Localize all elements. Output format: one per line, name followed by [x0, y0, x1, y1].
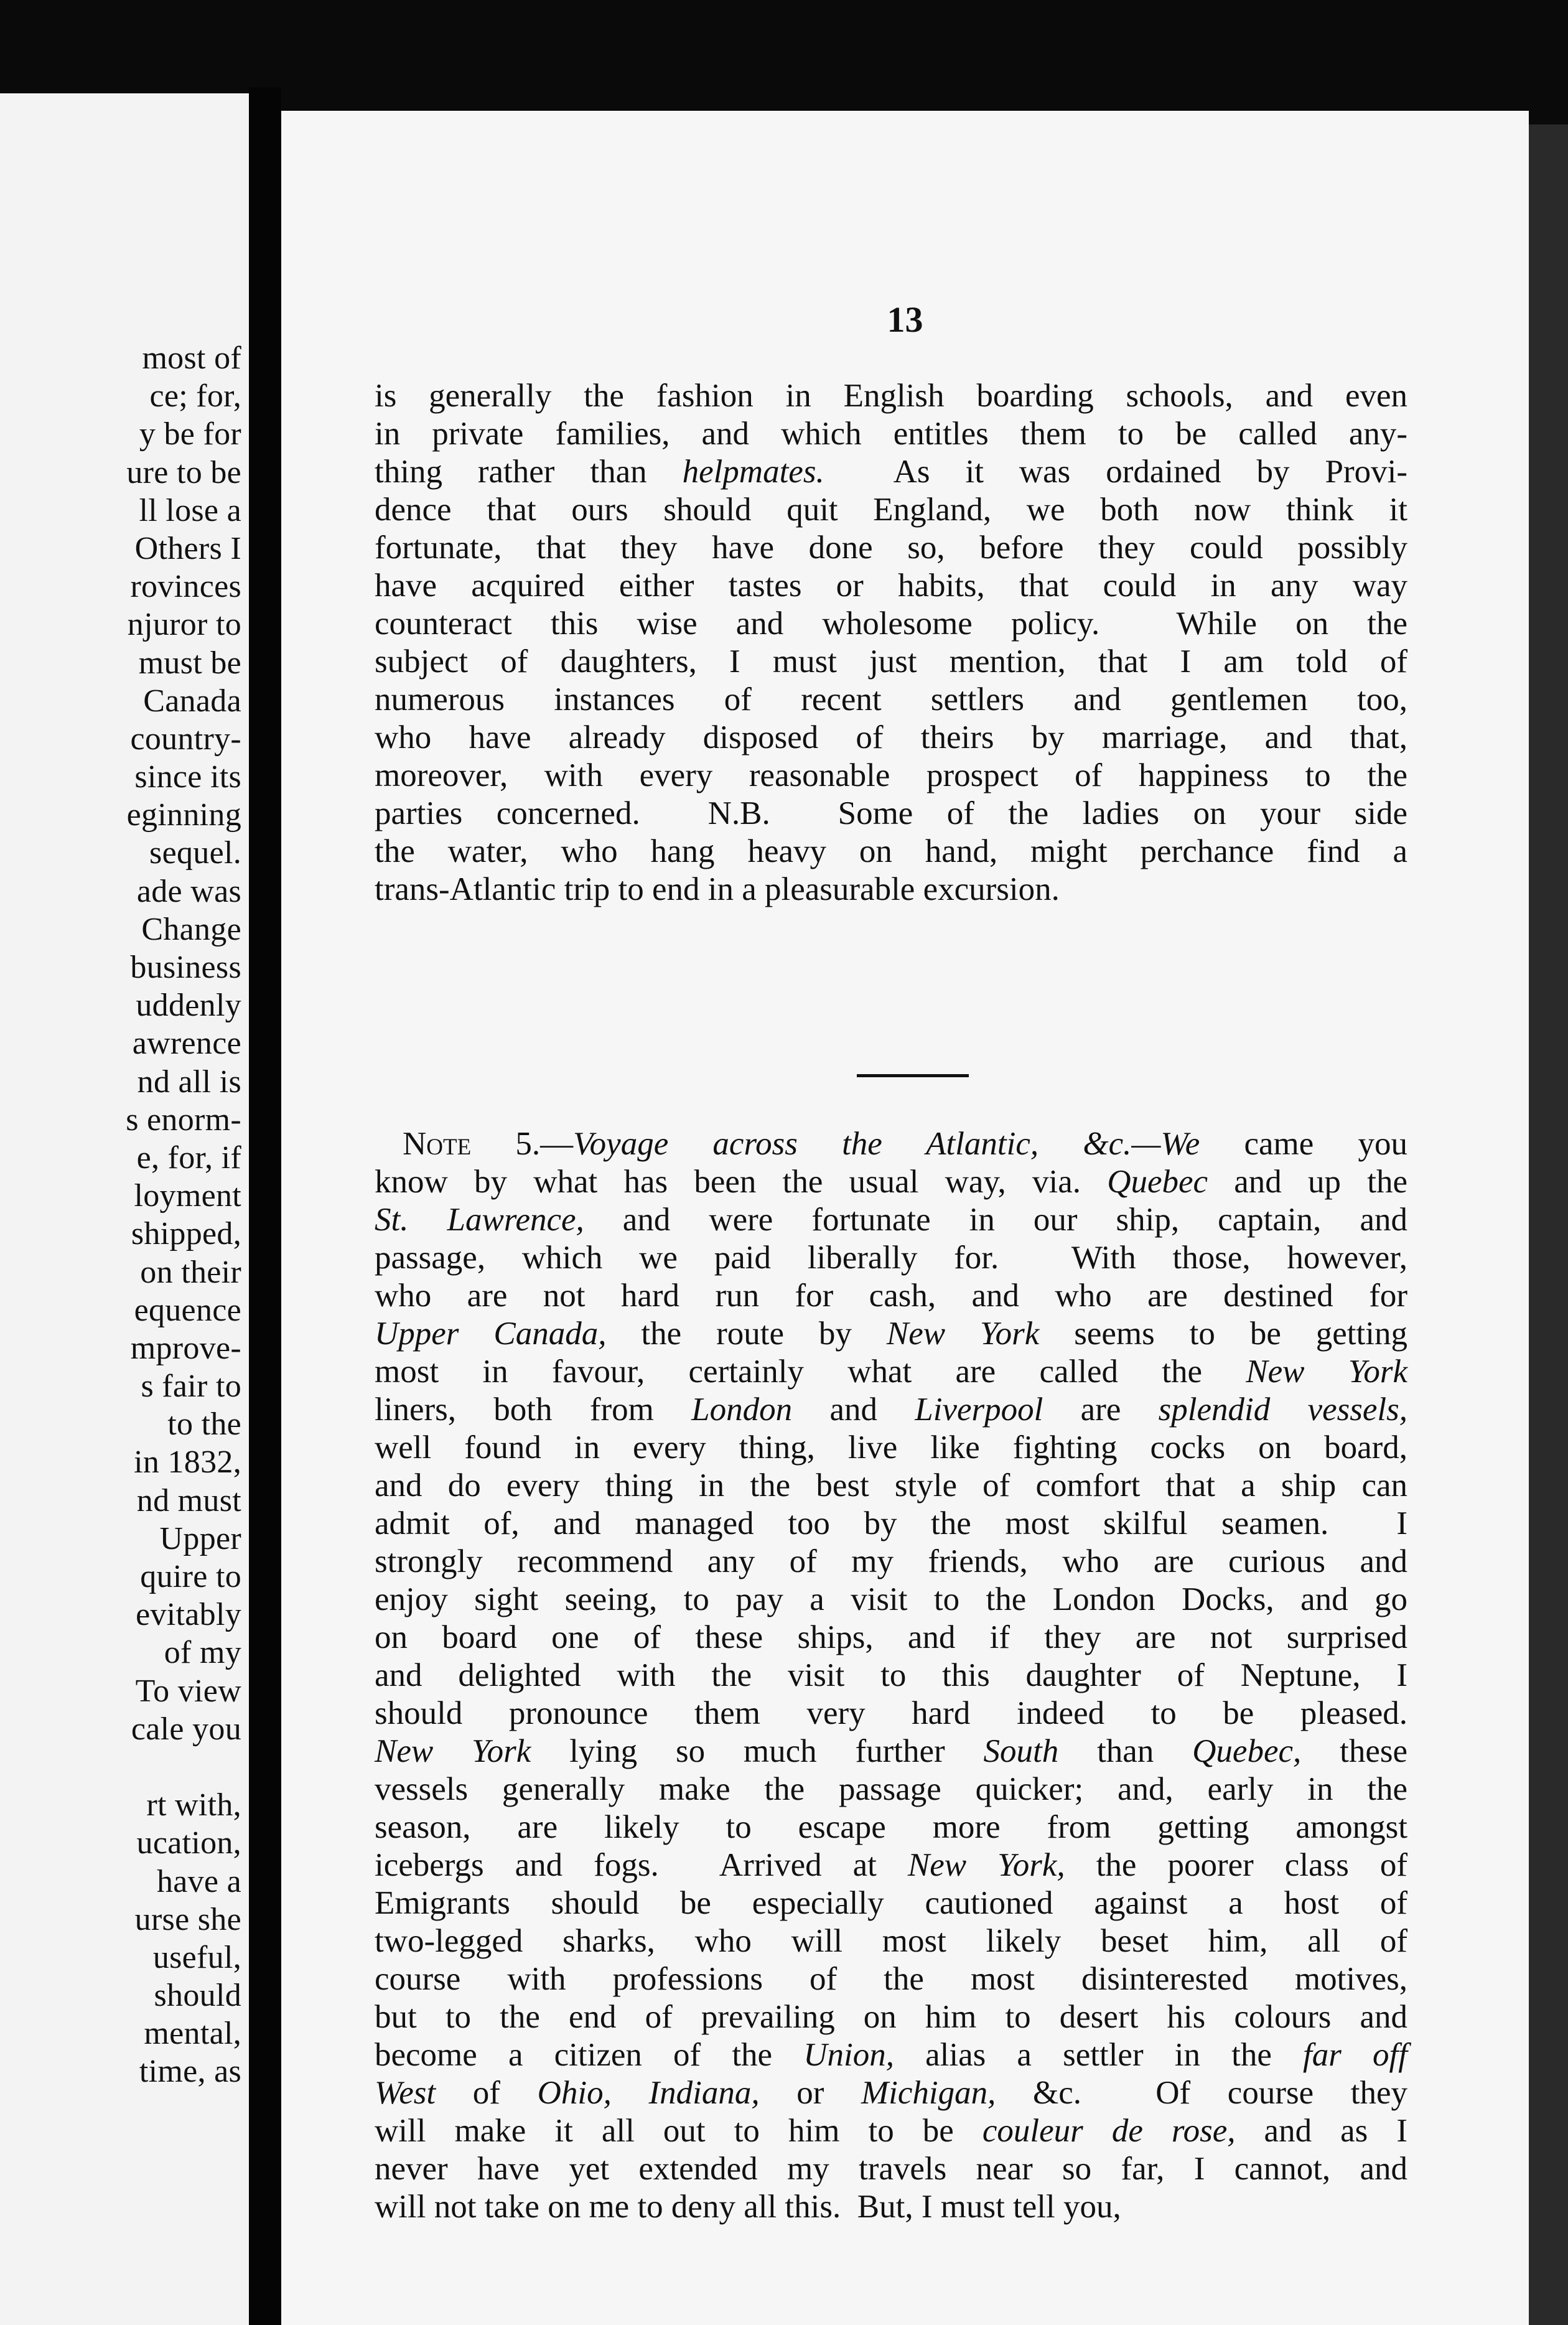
text-line: [375, 2188, 1407, 2226]
left-page-line: of my: [164, 1635, 241, 1671]
left-page-line: [0, 1748, 241, 1786]
left-page-line: urse she: [134, 1901, 241, 1937]
italic-segment: Quebec,: [1192, 1733, 1302, 1769]
text-line: [375, 2036, 1407, 2074]
text-line: [375, 1543, 1407, 1581]
text-segment: should pronounce them very hard indeed to be pleased.: [375, 1695, 1407, 1731]
left-page-line: in 1832,: [134, 1444, 241, 1481]
italic-segment: New York: [1246, 1354, 1407, 1390]
text-line: [375, 1619, 1407, 1657]
text-line: [375, 1695, 1407, 1733]
text-line: [375, 1467, 1407, 1505]
text-segment: As it was ordained by Provi-: [824, 454, 1407, 490]
text-line: [375, 1960, 1407, 1998]
left-page-text: [0, 339, 241, 2091]
text-segment: parties concerned. N.B. Some of the ladies on your side: [375, 795, 1407, 831]
text-segment: and up the: [1208, 1164, 1407, 1200]
text-segment: than: [1058, 1733, 1193, 1769]
left-page-line: s enorm-: [126, 1102, 241, 1138]
left-page-line: sequel.: [149, 835, 241, 871]
left-page-line: cale you: [131, 1711, 241, 1747]
left-page-line: loyment: [134, 1178, 241, 1214]
text-line: [375, 377, 1407, 415]
text-line: [375, 453, 1407, 491]
text-segment: the route by: [606, 1316, 887, 1352]
left-page-line: e, for, if: [136, 1139, 241, 1176]
text-segment: who have already disposed of theirs by marriage, and that,: [375, 719, 1407, 756]
text-segment: strongly recommend any of my friends, who are curious and: [375, 1543, 1407, 1579]
italic-segment: South: [983, 1733, 1059, 1769]
left-page-line: have a: [156, 1863, 241, 1899]
text-line: [375, 2150, 1407, 2188]
text-line: [375, 1201, 1407, 1239]
left-page-line: must be: [138, 645, 241, 681]
text-line: [375, 1125, 1407, 1163]
text-line: [375, 605, 1407, 643]
text-line: [375, 681, 1407, 719]
text-segment: counteract this wise and wholesome policy. While on the: [375, 606, 1407, 642]
text-segment: icebergs and fogs. Arrived at: [375, 1847, 908, 1883]
text-line: [375, 1429, 1407, 1467]
left-page-line: rovinces: [130, 569, 241, 605]
text-line: [375, 1163, 1407, 1201]
text-line: [375, 1998, 1407, 2036]
text-segment: passage, which we paid liberally for. With those, however,: [375, 1240, 1407, 1276]
italic-segment: Quebec: [1107, 1164, 1208, 1200]
book-gutter: [249, 87, 281, 2325]
italic-segment: Upper Canada,: [375, 1316, 607, 1352]
left-page-line: y be for: [139, 416, 241, 452]
left-page-line: should: [154, 1978, 241, 2014]
text-segment: enjoy sight seeing, to pay a visit to the London Docks, and go: [375, 1581, 1407, 1617]
text-segment: course with professions of the most disinterested motives,: [375, 1961, 1407, 1997]
text-line: [375, 1846, 1407, 1884]
text-line: [375, 1884, 1407, 1922]
text-segment: become a citizen of the: [375, 2037, 804, 2073]
italic-segment: New York: [886, 1316, 1040, 1352]
text-segment: are: [1043, 1392, 1159, 1428]
text-segment: moreover, with every reasonable prospect of happiness to the: [375, 757, 1407, 793]
text-line: [375, 1771, 1407, 1808]
left-page-line: njuror to: [127, 607, 241, 643]
italic-segment: New York: [375, 1733, 531, 1769]
text-segment: &c. Of course they: [996, 2075, 1408, 2111]
text-segment: who are not hard run for cash, and who are destined for: [375, 1278, 1407, 1314]
left-page-line: business: [130, 950, 241, 985]
small-caps-segment: Note: [403, 1126, 472, 1162]
text-segment: fortunate, that they have done so, before they could possibly: [375, 530, 1407, 566]
text-segment: alias a settler in the: [894, 2037, 1304, 2073]
text-line: [375, 1391, 1407, 1429]
text-line: [375, 833, 1407, 871]
left-page-line: mprove-: [130, 1330, 241, 1366]
text-segment: the poorer class of: [1065, 1847, 1408, 1883]
text-segment: Emigrants should be especially cautioned against a host of: [375, 1885, 1407, 1921]
italic-segment: couleur de rose,: [982, 2113, 1236, 2149]
italic-segment: Voyage across the Atlantic, &c.—We: [573, 1126, 1200, 1162]
italic-segment: Liverpool: [915, 1392, 1043, 1428]
left-page-line: nd all is: [137, 1064, 241, 1100]
text-segment: two-legged sharks, who will most likely beset him, all of: [375, 1923, 1407, 1959]
left-page-line: time, as: [139, 2054, 241, 2090]
text-segment: is generally the fashion in English boarding schools, and even: [375, 378, 1407, 414]
text-line: [375, 1239, 1407, 1277]
text-line: [375, 2074, 1407, 2112]
left-page-line: equence: [134, 1292, 241, 1328]
left-page-line: country-: [130, 721, 241, 757]
text-line: [375, 491, 1407, 529]
page-edge-shadow: [1529, 124, 1568, 2325]
text-line: [375, 719, 1407, 757]
left-page-line: ll lose a: [139, 492, 241, 528]
left-page-line: Others I: [134, 530, 241, 566]
left-page-line: ucation,: [136, 1825, 241, 1861]
text-line: [375, 757, 1407, 795]
text-segment: subject of daughters, I must just mention, that I am told of: [375, 643, 1407, 680]
left-page-line: ure to be: [126, 454, 241, 490]
right-page: [281, 111, 1529, 2325]
text-segment: have acquired either tastes or habits, that could in any way: [375, 568, 1407, 604]
text-segment: never have yet extended my travels near so far, I cannot, and: [375, 2151, 1407, 2187]
italic-segment: London: [691, 1392, 793, 1428]
left-page-line: useful,: [152, 1939, 241, 1975]
left-page-line: Change: [141, 911, 241, 947]
text-segment: well found in every thing, live like fighting cocks on board,: [375, 1429, 1407, 1466]
text-segment: seems to be getting: [1039, 1316, 1407, 1352]
left-page-line: ce; for,: [149, 378, 241, 414]
text-segment: 5.—: [471, 1126, 574, 1162]
text-line: [375, 529, 1407, 567]
text-segment: or: [759, 2075, 861, 2111]
text-segment: and as I: [1235, 2113, 1407, 2149]
left-page-line: to the: [167, 1406, 241, 1443]
paragraph-note-5: [375, 1125, 1407, 2226]
left-page-line: since its: [134, 759, 241, 795]
left-page-line: awrence: [132, 1026, 241, 1062]
text-segment: and were fortunate in our ship, captain, and: [584, 1202, 1407, 1238]
text-segment: thing rather than: [375, 454, 683, 490]
text-line: [375, 1581, 1407, 1619]
text-segment: of: [436, 2075, 538, 2111]
page-number: 13: [887, 299, 923, 340]
left-page-line: eginning: [126, 797, 241, 833]
left-page-fragment: [0, 93, 249, 2325]
left-page-line: ade was: [136, 873, 241, 909]
text-segment: liners, both from: [375, 1392, 692, 1428]
text-line: [375, 1353, 1407, 1391]
text-line: [375, 1505, 1407, 1543]
text-segment: and: [792, 1392, 915, 1428]
italic-segment: far off: [1303, 2037, 1408, 2073]
left-page-line: shipped,: [131, 1216, 241, 1252]
left-page-line: mental,: [144, 2016, 241, 2052]
italic-segment: helpmates.: [682, 454, 824, 490]
text-line: [375, 795, 1407, 833]
left-page-line: rt with,: [146, 1787, 241, 1823]
text-line: [375, 1657, 1407, 1695]
text-segment: vessels generally make the passage quicker; and, early in the: [375, 1771, 1407, 1807]
text-segment: most in favour, certainly what are called the: [375, 1354, 1246, 1390]
text-line: [375, 1808, 1407, 1846]
italic-segment: Michigan,: [861, 2075, 996, 2111]
text-segment: and delighted with the visit to this daughter of Neptune, I: [375, 1657, 1407, 1693]
left-page-line: s fair to: [141, 1368, 241, 1405]
italic-segment: West: [375, 2075, 436, 2111]
text-segment: the water, who hang heavy on hand, might perchance find a: [375, 833, 1407, 869]
italic-segment: Ohio, Indiana,: [537, 2075, 760, 2111]
text-line: [375, 1315, 1407, 1353]
left-page-line: most of: [142, 340, 241, 376]
italic-segment: splendid vessels,: [1158, 1392, 1407, 1428]
text-segment: know by what has been the usual way, via.: [375, 1164, 1108, 1200]
italic-segment: St. Lawrence,: [375, 1202, 584, 1238]
text-segment: numerous instances of recent settlers and gentlemen too,: [375, 681, 1407, 718]
left-page-line: evitably: [136, 1597, 241, 1633]
text-line: [375, 1277, 1407, 1315]
left-page-line: uddenly: [136, 988, 241, 1024]
left-page-line: nd must: [136, 1482, 241, 1518]
left-page-line: Canada: [143, 683, 241, 719]
text-line: [375, 567, 1407, 605]
text-segment: admit of, and managed too by the most skilful seamen. I: [375, 1505, 1407, 1541]
text-line: [375, 643, 1407, 681]
text-segment: came you: [1200, 1126, 1408, 1162]
left-page-line: quire to: [140, 1559, 241, 1594]
left-page-line: Upper: [159, 1520, 241, 1556]
text-segment: trans-Atlantic trip to end in a pleasurable excursion.: [375, 871, 1060, 907]
italic-segment: New York,: [907, 1847, 1065, 1883]
text-line: [375, 871, 1407, 909]
text-segment: these: [1301, 1733, 1407, 1769]
left-page-line: To view: [135, 1673, 241, 1709]
text-segment: and do every thing in the best style of comfort that a ship can: [375, 1467, 1407, 1504]
text-segment: in private families, and which entitles them to be called any-: [375, 416, 1407, 452]
italic-segment: Union,: [803, 2037, 894, 2073]
text-segment: lying so much further: [531, 1733, 984, 1769]
text-line: [375, 2112, 1407, 2150]
paragraph-continuation: [375, 377, 1407, 909]
text-segment: but to the end of prevailing on him to desert his colours and: [375, 1999, 1407, 2035]
text-line: [375, 415, 1407, 453]
section-divider: [857, 1074, 969, 1077]
text-line: [375, 1922, 1407, 1960]
text-segment: season, are likely to escape more from getting amongst: [375, 1809, 1407, 1845]
text-segment: dence that ours should quit England, we both now think it: [375, 492, 1407, 528]
text-segment: will make it all out to him to be: [375, 2113, 982, 2149]
text-segment: on board one of these ships, and if they are not surprised: [375, 1619, 1407, 1655]
left-page-line: on their: [140, 1254, 241, 1290]
text-segment: will not take on me to deny all this. But, I must tell you,: [375, 2189, 1121, 2225]
text-line: [375, 1733, 1407, 1771]
